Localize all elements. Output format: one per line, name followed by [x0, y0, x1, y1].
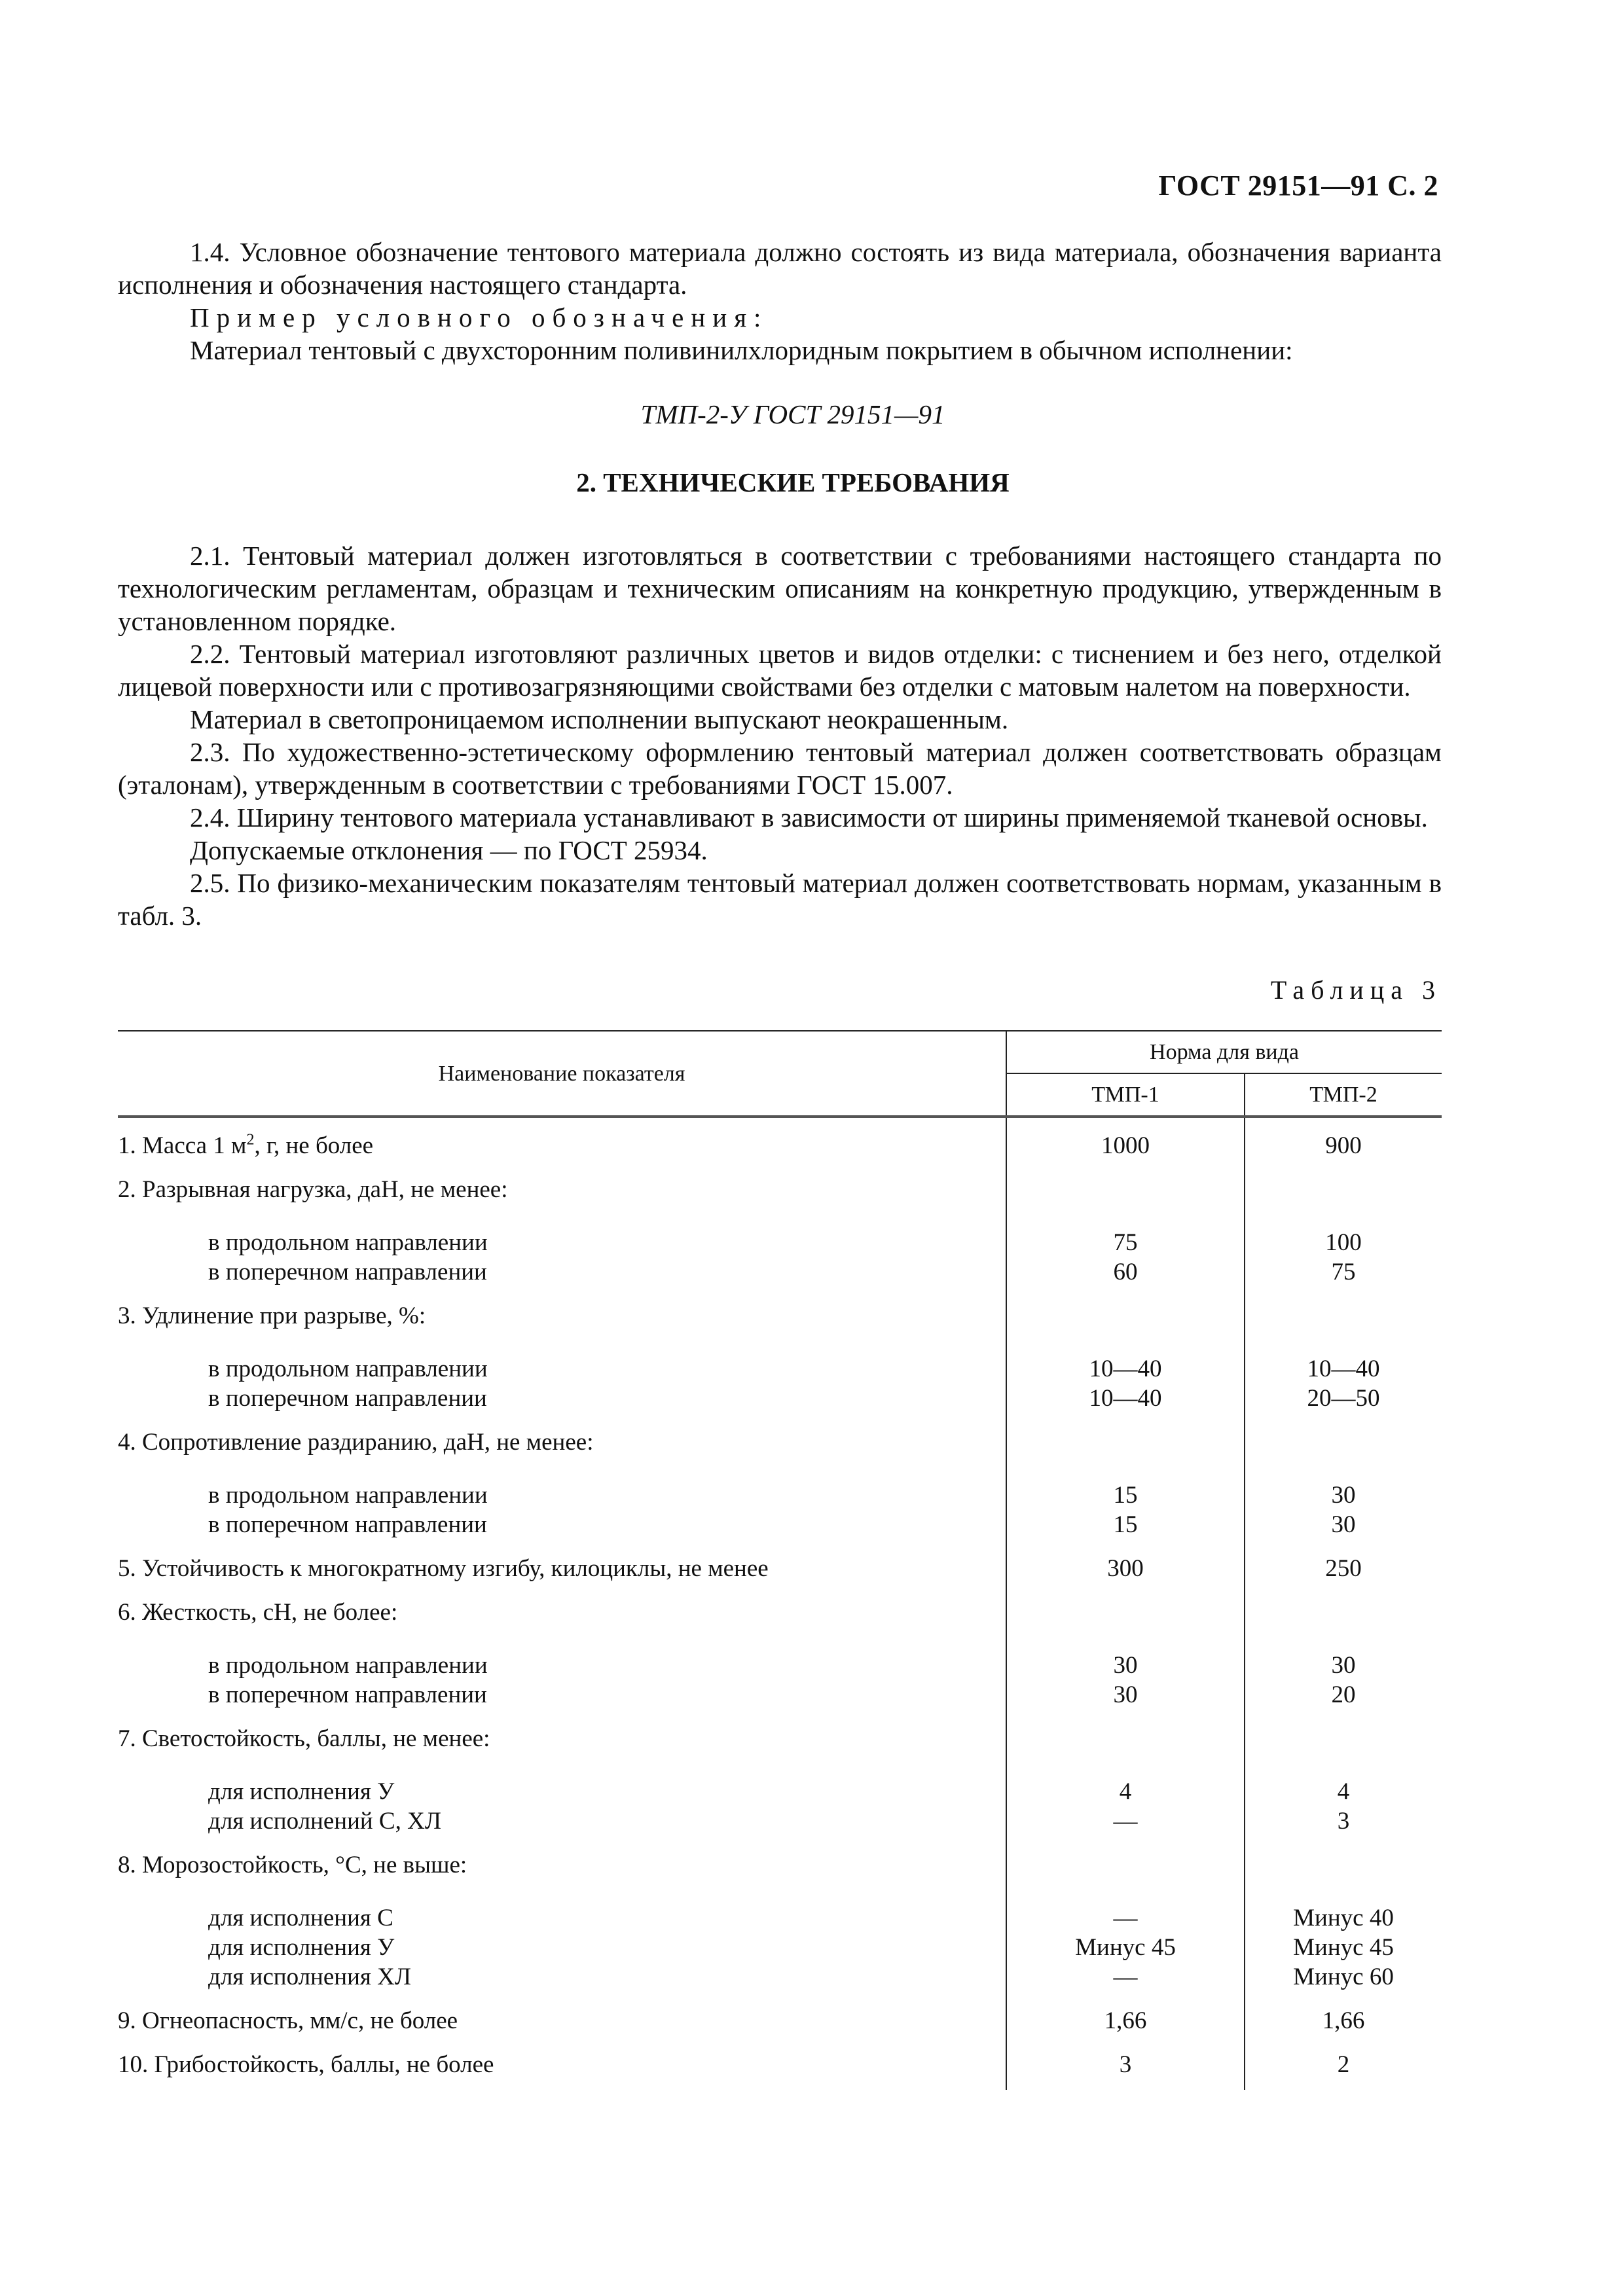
table-row: [118, 1806, 1442, 1836]
cell-tmp-2: 20—50: [1307, 1385, 1380, 1412]
row-label: 10. Грибостойкость, баллы, не более: [118, 2036, 1006, 2090]
row-label: в поперечном направлении: [118, 1510, 1006, 1539]
row-label: для исполнения У: [118, 1753, 1006, 1806]
cell-tmp-1: —: [1006, 1806, 1245, 1836]
table-row: [118, 2036, 1442, 2090]
row-label: в продольном направлении: [118, 1457, 1006, 1510]
header-tmp-2: ТМП-2: [1245, 1073, 1442, 1117]
cell-tmp-1: Минус 45: [1006, 1933, 1245, 1962]
table-row: [118, 1753, 1442, 1806]
row-label-text: 1. Масса 1 м: [118, 1132, 247, 1159]
page-header: ГОСТ 29151—91 С. 2: [1158, 170, 1438, 202]
cell-tmp-2: 250: [1325, 1555, 1362, 1582]
row-label: в продольном направлении: [118, 1331, 1006, 1384]
cell-tmp-1: 4: [1006, 1753, 1245, 1806]
spec-table: [118, 1030, 1442, 2090]
row-label: для исполнения ХЛ: [118, 1962, 1006, 1992]
table-row: [118, 1836, 1442, 1880]
row-label: в поперечном направлении: [118, 1384, 1006, 1413]
cell-tmp-2: 75: [1331, 1259, 1356, 1285]
row-label: в продольном направлении: [118, 1627, 1006, 1680]
table-row: [118, 1680, 1442, 1710]
table-row: [118, 1331, 1442, 1384]
cell-tmp-2: 100: [1325, 1229, 1362, 1256]
cell-tmp-1: 75: [1006, 1204, 1245, 1257]
cell-tmp-2: 3: [1337, 1808, 1350, 1835]
cell-tmp-2: 30: [1331, 1652, 1356, 1679]
table-row: [118, 1510, 1442, 1539]
table-row: [118, 1257, 1442, 1287]
table-row: [118, 1117, 1442, 1160]
row-label: 7. Светостойкость, баллы, не менее:: [118, 1710, 1006, 1753]
row-label-text: , г, не более: [254, 1132, 374, 1159]
table-row: [118, 1160, 1442, 1204]
row-label: 5. Устойчивость к многократному изгибу, килоциклы, не менее: [118, 1539, 1006, 1583]
cell-tmp-2: 1,66: [1322, 2007, 1365, 2034]
cell-tmp-2: 2: [1337, 2051, 1350, 2078]
cell-tmp-1: 60: [1006, 1257, 1245, 1287]
table-row: [118, 1710, 1442, 1753]
cell-tmp-1: 1,66: [1006, 1992, 1245, 2036]
table-row: [118, 1627, 1442, 1680]
cell-tmp-2: 4: [1337, 1778, 1350, 1805]
cell-tmp-2: 900: [1325, 1132, 1362, 1159]
row-label: в поперечном направлении: [118, 1257, 1006, 1287]
table-row: [118, 1204, 1442, 1257]
row-label: 9. Огнеопасность, мм/с, не более: [118, 1992, 1006, 2036]
table-row: [118, 1539, 1442, 1583]
row-label: в поперечном направлении: [118, 1680, 1006, 1710]
paragraph-2-2: 2.2. Тентовый материал изготовляют различных цветов и видов отделки: с тиснением и без него, отделкой лицевой поверхности или с противозагрязняющими свойствами без отделки с матовым налетом на поверхности.: [118, 639, 1442, 702]
table-row: [118, 1880, 1442, 1933]
cell-tmp-1: 15: [1006, 1457, 1245, 1510]
paragraph-2-5: 2.5. По физико-механическим показателям тентовый материал должен соответствовать нормам, указанным в табл. 3.: [118, 868, 1442, 931]
superscript: 2: [246, 1131, 255, 1149]
cell-tmp-1: —: [1006, 1962, 1245, 1992]
table-row: [118, 1384, 1442, 1413]
table-row: [118, 1457, 1442, 1510]
cell-tmp-1: 3: [1006, 2036, 1245, 2090]
cell-tmp-1: 10—40: [1006, 1384, 1245, 1413]
table-row: [118, 1583, 1442, 1627]
cell-tmp-1: 30: [1006, 1680, 1245, 1710]
cell-tmp-2: Минус 60: [1293, 1964, 1394, 1990]
designation-example: ТМП-2-У ГОСТ 29151—91: [640, 399, 945, 429]
cell-tmp-1: 300: [1006, 1539, 1245, 1583]
cell-tmp-2: 10—40: [1307, 1355, 1380, 1382]
cell-tmp-2: 20: [1331, 1681, 1356, 1708]
table-row: [118, 1933, 1442, 1962]
header-tmp-1: ТМП-1: [1006, 1073, 1245, 1117]
paragraph-2-4: 2.4. Ширину тентового материала устанавливают в зависимости от ширины применяемой тканевой основы.: [190, 802, 1428, 833]
row-label: 4. Сопротивление раздиранию, даН, не менее:: [118, 1413, 1006, 1457]
example-text: Материал тентовый с двухсторонним поливинилхлоридным покрытием в обычном исполнении:: [190, 335, 1293, 365]
table-row: [118, 1992, 1442, 2036]
paragraph-2-2b: Материал в светопроницаемом исполнении выпускают неокрашенным.: [190, 704, 1009, 734]
example-label: Пример условного обозначения:: [190, 302, 769, 332]
table-row: [118, 1413, 1442, 1457]
cell-tmp-2: 30: [1331, 1511, 1356, 1538]
paragraph-1-4: 1.4. Условное обозначение тентового материала должно состоять из вида материала, обозначения варианта исполнения и обозначения настоящего стандарта.: [118, 237, 1442, 300]
document-body: [118, 236, 1442, 2090]
cell-tmp-2: Минус 45: [1293, 1934, 1394, 1961]
row-label: 8. Морозостойкость, °С, не выше:: [118, 1836, 1006, 1880]
row-label: 3. Удлинение при разрыве, %:: [118, 1287, 1006, 1331]
cell-tmp-1: 30: [1006, 1627, 1245, 1680]
cell-tmp-1: 1000: [1006, 1117, 1245, 1160]
cell-tmp-1: —: [1006, 1880, 1245, 1933]
row-label: 6. Жесткость, сН, не более:: [118, 1583, 1006, 1627]
paragraph-2-4b: Допускаемые отклонения — по ГОСТ 25934.: [190, 835, 708, 865]
table-caption: Таблица 3: [1270, 975, 1442, 1005]
table-row: [118, 1962, 1442, 1992]
row-label: в продольном направлении: [118, 1204, 1006, 1257]
cell-tmp-2: Минус 40: [1293, 1905, 1394, 1931]
row-label: [118, 1117, 1006, 1160]
row-label: для исполнений С, ХЛ: [118, 1806, 1006, 1836]
row-label: для исполнения У: [118, 1933, 1006, 1962]
cell-tmp-1: 15: [1006, 1510, 1245, 1539]
section-title: 2. ТЕХНИЧЕСКИЕ ТРЕБОВАНИЯ: [576, 467, 1010, 497]
table-row: [118, 1287, 1442, 1331]
header-indicator-name: Наименование показателя: [118, 1031, 1006, 1117]
row-label: 2. Разрывная нагрузка, даН, не менее:: [118, 1160, 1006, 1204]
header-norm: Норма для вида: [1006, 1031, 1442, 1073]
cell-tmp-1: 10—40: [1006, 1331, 1245, 1384]
cell-tmp-2: 30: [1331, 1482, 1356, 1509]
paragraph-2-1: 2.1. Тентовый материал должен изготовляться в соответствии с требованиями настоящего стандарта по технологическим регламентам, образцам и техническим описаниям на конкретную продукцию, утвержденным в установленном порядке.: [118, 541, 1442, 636]
paragraph-2-3: 2.3. По художественно-эстетическому оформлению тентовый материал должен соответствовать образцам (эталонам), утвержденным в соответствии с требованиями ГОСТ 15.007.: [118, 737, 1442, 800]
row-label: для исполнения С: [118, 1880, 1006, 1933]
